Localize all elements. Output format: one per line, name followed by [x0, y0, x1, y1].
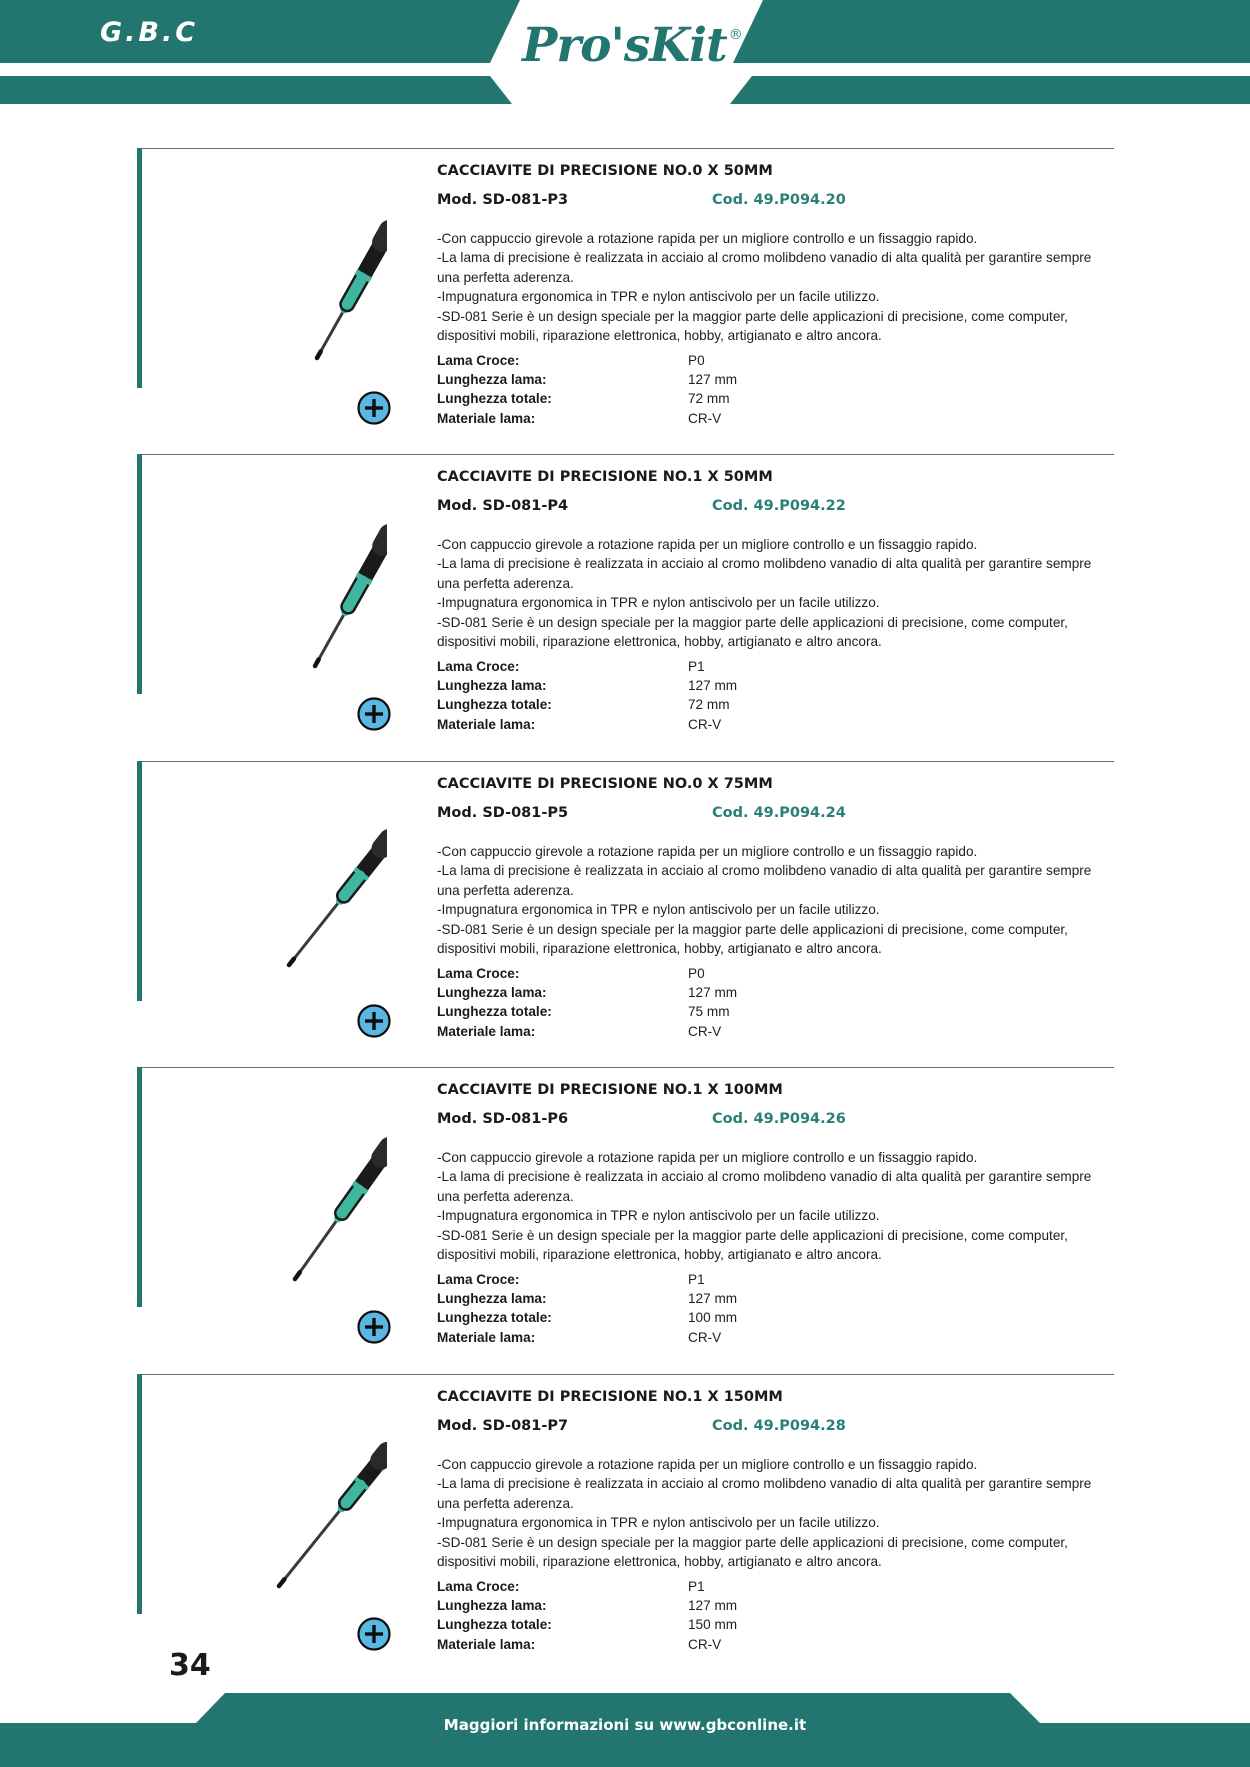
spec-label: Materiale lama:: [437, 1329, 536, 1345]
spec-value: CR-V: [688, 1329, 722, 1345]
spec-row: [437, 657, 837, 676]
description-line: -La lama di precisione è realizzata in acciaio al cromo molibdeno vanadio di alta qualità per garantire sempre: [437, 1169, 1092, 1185]
divider-line: [142, 761, 1114, 762]
gbc-logo: G.B.C: [100, 17, 199, 48]
description-line: -Impugnatura ergonomica in TPR e nylon antiscivolo per un facile utilizzo.: [437, 1208, 880, 1224]
spec-row: [437, 1289, 837, 1308]
spec-label: Lama Croce:: [437, 966, 520, 981]
description-line: -Con cappuccio girevole a rotazione rapida per un migliore controllo e un fissaggio rapido.: [437, 1150, 978, 1165]
screwdriver-image: [157, 1107, 387, 1297]
spec-label: Materiale lama:: [437, 1636, 536, 1652]
description-line: -SD-081 Serie è un design speciale per la maggior parte delle applicazioni di precisione, come computer,: [437, 614, 1068, 630]
screwdriver-image: [157, 188, 387, 378]
spec-value: CR-V: [688, 716, 722, 732]
spec-value: 72 mm: [688, 697, 730, 713]
description-line: -Impugnatura ergonomica in TPR e nylon antiscivolo per un facile utilizzo.: [437, 289, 880, 305]
description-line: una perfetta aderenza.: [437, 269, 574, 285]
description-line: dispositivi mobili, riparazione elettronica, hobby, artigianato e altro ancora.: [437, 1554, 882, 1570]
spec-label: Materiale lama:: [437, 410, 536, 426]
product-specs: [437, 657, 837, 734]
product-description: [437, 535, 1117, 651]
description-line: -Con cappuccio girevole a rotazione rapida per un migliore controllo e un fissaggio rapido.: [437, 844, 978, 859]
spec-row: [437, 676, 837, 695]
spec-value: P0: [688, 353, 705, 368]
divider-line: [142, 1374, 1114, 1375]
spec-row: [437, 964, 837, 983]
spec-label: Lunghezza lama:: [437, 985, 547, 1001]
accent-bar: [137, 148, 142, 388]
product-card: [137, 148, 1114, 426]
spec-label: Lama Croce:: [437, 353, 520, 368]
divider-line: [142, 148, 1114, 149]
spec-row: [437, 715, 837, 734]
spec-value: 72 mm: [688, 391, 730, 407]
screwdriver-image: [157, 1414, 387, 1604]
product-card: [137, 761, 1114, 1039]
product-specs: [437, 964, 837, 1041]
description-line: una perfetta aderenza.: [437, 882, 574, 898]
product-title: CACCIAVITE DI PRECISIONE NO.1 X 100MM: [437, 1082, 783, 1098]
spec-row: [437, 1615, 837, 1634]
product-title: CACCIAVITE DI PRECISIONE NO.1 X 150MM: [437, 1389, 783, 1405]
proskit-logo-text: Pro'sKit: [522, 18, 727, 73]
footer-info-link[interactable]: Maggiori informazioni su www.gbconline.it: [443, 1716, 807, 1734]
divider-line: [142, 1067, 1114, 1068]
product-code: Cod. 49.P094.28: [712, 1418, 846, 1434]
screwdriver-image: [157, 494, 387, 684]
spec-label: Lunghezza totale:: [437, 1310, 552, 1326]
product-code: Cod. 49.P094.20: [712, 192, 846, 208]
spec-value: 150 mm: [688, 1617, 738, 1633]
product-title: CACCIAVITE DI PRECISIONE NO.0 X 75MM: [437, 776, 773, 792]
spec-label: Lunghezza lama:: [437, 1598, 547, 1614]
plus-circle-icon[interactable]: [357, 1617, 391, 1651]
spec-label: Lunghezza totale:: [437, 391, 552, 407]
spec-value: CR-V: [688, 410, 722, 426]
product-code: Cod. 49.P094.22: [712, 498, 846, 514]
description-line: -La lama di precisione è realizzata in acciaio al cromo molibdeno vanadio di alta qualità per garantire sempre: [437, 250, 1092, 266]
spec-label: Lunghezza totale:: [437, 697, 552, 713]
spec-row: [437, 1308, 837, 1327]
spec-label: Lama Croce:: [437, 659, 520, 674]
product-description: [437, 1148, 1117, 1264]
description-line: una perfetta aderenza.: [437, 575, 574, 591]
spec-value: P1: [688, 659, 705, 674]
spec-label: Lama Croce:: [437, 1272, 520, 1287]
spec-value: CR-V: [688, 1636, 722, 1652]
product-code: Cod. 49.P094.24: [712, 805, 846, 821]
product-description: [437, 1455, 1117, 1571]
registered-mark: ®: [728, 27, 742, 43]
spec-value: P0: [688, 966, 705, 981]
product-title: CACCIAVITE DI PRECISIONE NO.0 X 50MM: [437, 163, 773, 179]
product-description: [437, 229, 1117, 345]
description-line: -La lama di precisione è realizzata in acciaio al cromo molibdeno vanadio di alta qualità per garantire sempre: [437, 556, 1092, 572]
spec-row: [437, 1022, 837, 1041]
plus-circle-icon[interactable]: [357, 1310, 391, 1344]
spec-value: 100 mm: [688, 1310, 738, 1326]
spec-label: Lunghezza lama:: [437, 372, 547, 388]
spec-row: [437, 389, 837, 408]
plus-circle-icon[interactable]: [357, 697, 391, 731]
spec-label: Lunghezza totale:: [437, 1004, 552, 1020]
product-model: Mod. SD-081-P5: [437, 805, 569, 821]
spec-value: CR-V: [688, 1023, 722, 1039]
screwdriver-image: [157, 801, 387, 991]
spec-value: 127 mm: [688, 1598, 738, 1614]
description-line: -La lama di precisione è realizzata in acciaio al cromo molibdeno vanadio di alta qualità per garantire sempre: [437, 1476, 1092, 1492]
spec-row: [437, 1596, 837, 1615]
proskit-logo: [522, 18, 742, 73]
product-card: [137, 1374, 1114, 1652]
description-line: -Con cappuccio girevole a rotazione rapida per un migliore controllo e un fissaggio rapido.: [437, 1457, 978, 1472]
spec-row: [437, 1635, 837, 1654]
plus-circle-icon[interactable]: [357, 391, 391, 425]
product-specs: [437, 351, 837, 428]
description-line: -Impugnatura ergonomica in TPR e nylon antiscivolo per un facile utilizzo.: [437, 1515, 880, 1531]
product-code: Cod. 49.P094.26: [712, 1111, 846, 1127]
spec-row: [437, 695, 837, 714]
spec-label: Lunghezza lama:: [437, 678, 547, 694]
accent-bar: [137, 1374, 142, 1614]
description-line: dispositivi mobili, riparazione elettronica, hobby, artigianato e altro ancora.: [437, 328, 882, 344]
spec-value: 127 mm: [688, 1291, 738, 1307]
description-line: -SD-081 Serie è un design speciale per la maggior parte delle applicazioni di precisione, come computer,: [437, 1534, 1068, 1550]
plus-circle-icon[interactable]: [357, 1004, 391, 1038]
description-line: -Impugnatura ergonomica in TPR e nylon antiscivolo per un facile utilizzo.: [437, 595, 880, 611]
product-specs: [437, 1577, 837, 1654]
spec-row: [437, 1577, 837, 1596]
product-model: Mod. SD-081-P3: [437, 192, 569, 208]
product-model: Mod. SD-081-P4: [437, 498, 569, 514]
spec-value: 127 mm: [688, 678, 738, 694]
spec-row: [437, 351, 837, 370]
page-number: 34: [169, 1648, 211, 1683]
product-model: Mod. SD-081-P7: [437, 1418, 569, 1434]
spec-row: [437, 1328, 837, 1347]
spec-label: Materiale lama:: [437, 1023, 536, 1039]
product-model: Mod. SD-081-P6: [437, 1111, 569, 1127]
spec-row: [437, 409, 837, 428]
description-line: -SD-081 Serie è un design speciale per la maggior parte delle applicazioni di precisione, come computer,: [437, 308, 1068, 324]
description-line: una perfetta aderenza.: [437, 1495, 574, 1511]
spec-row: [437, 983, 837, 1002]
divider-line: [142, 454, 1114, 455]
description-line: dispositivi mobili, riparazione elettronica, hobby, artigianato e altro ancora.: [437, 1247, 882, 1263]
spec-row: [437, 1270, 837, 1289]
product-card: [137, 1067, 1114, 1345]
description-line: -SD-081 Serie è un design speciale per la maggior parte delle applicazioni di precisione, come computer,: [437, 1227, 1068, 1243]
spec-value: P1: [688, 1579, 705, 1594]
spec-value: 75 mm: [688, 1004, 730, 1020]
spec-value: P1: [688, 1272, 705, 1287]
description-line: una perfetta aderenza.: [437, 1188, 574, 1204]
spec-value: 127 mm: [688, 985, 738, 1001]
description-line: -Con cappuccio girevole a rotazione rapida per un migliore controllo e un fissaggio rapido.: [437, 537, 978, 552]
spec-label: Lunghezza totale:: [437, 1617, 552, 1633]
spec-row: [437, 370, 837, 389]
description-line: dispositivi mobili, riparazione elettronica, hobby, artigianato e altro ancora.: [437, 634, 882, 650]
description-line: -Impugnatura ergonomica in TPR e nylon antiscivolo per un facile utilizzo.: [437, 902, 880, 918]
description-line: dispositivi mobili, riparazione elettronica, hobby, artigianato e altro ancora.: [437, 941, 882, 957]
page-header: [0, 0, 1250, 104]
description-line: -Con cappuccio girevole a rotazione rapida per un migliore controllo e un fissaggio rapido.: [437, 231, 978, 246]
spec-row: [437, 1002, 837, 1021]
product-specs: [437, 1270, 837, 1347]
product-title: CACCIAVITE DI PRECISIONE NO.1 X 50MM: [437, 469, 773, 485]
spec-value: 127 mm: [688, 372, 738, 388]
spec-label: Lama Croce:: [437, 1579, 520, 1594]
product-description: [437, 842, 1117, 958]
product-card: [137, 454, 1114, 732]
accent-bar: [137, 761, 142, 1001]
accent-bar: [137, 1067, 142, 1307]
description-line: -La lama di precisione è realizzata in acciaio al cromo molibdeno vanadio di alta qualità per garantire sempre: [437, 863, 1092, 879]
spec-label: Lunghezza lama:: [437, 1291, 547, 1307]
description-line: -SD-081 Serie è un design speciale per la maggior parte delle applicazioni di precisione, come computer,: [437, 921, 1068, 937]
accent-bar: [137, 454, 142, 694]
spec-label: Materiale lama:: [437, 716, 536, 732]
